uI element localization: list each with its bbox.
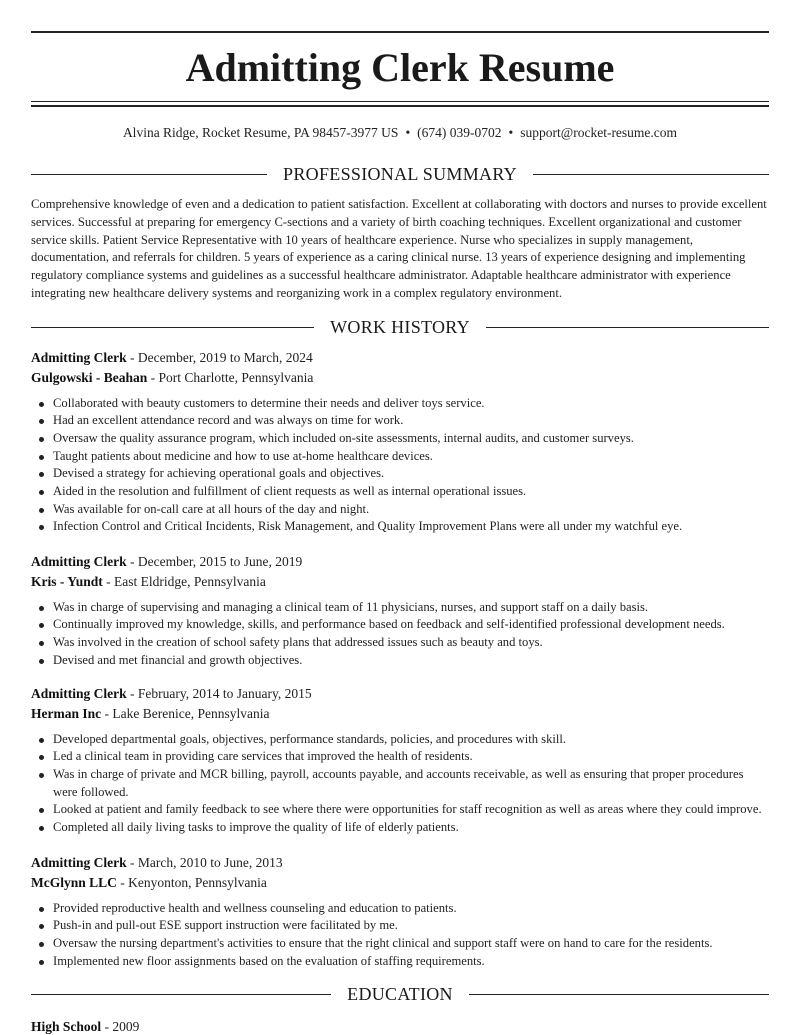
education-degree: High School (31, 1019, 102, 1034)
job-bullet: Led a clinical team in providing care services that improved the health of residents. (31, 748, 769, 766)
title-rule-lower (31, 105, 769, 107)
job-bullet: Had an excellent attendance record and was always on time for work. (31, 412, 769, 430)
job-entry (31, 684, 769, 837)
job-title: Admitting Clerk (31, 554, 127, 569)
page-title: Admitting Clerk Resume (185, 45, 615, 90)
section-title-work: WORK HISTORY (330, 317, 470, 337)
job-bullet: Provided reproductive health and wellness counseling and education to patients. (31, 900, 769, 918)
job-bullet: Devised and met financial and growth objectives. (31, 652, 769, 670)
job-bullet: Continually improved my knowledge, skills, and performance based on feedback and self-identified professional development needs. (31, 616, 769, 634)
job-location: - East Eldridge, Pennsylvania (102, 573, 266, 589)
contact-separator: • (508, 125, 514, 140)
job-bullet: Taught patients about medicine and how to use at-home healthcare devices. (31, 448, 769, 466)
job-bullet: Looked at patient and family feedback to see where there were opportunities for staff recognition as well as areas where they could improve. (31, 801, 769, 819)
job-company-line (31, 368, 769, 387)
job-bullet: Implemented new floor assignments based on the evaluation of staffing requirements. (31, 953, 769, 971)
job-dates: - December, 2015 to June, 2019 (126, 554, 303, 569)
job-title: Admitting Clerk (31, 686, 127, 701)
job-title: Admitting Clerk (31, 855, 127, 870)
section-title-summary: PROFESSIONAL SUMMARY (283, 164, 517, 184)
job-location: - Port Charlotte, Pennsylvania (147, 369, 314, 385)
job-bullet-list (31, 731, 769, 837)
job-bullet-list (31, 900, 769, 971)
top-rule (31, 31, 769, 33)
job-bullet: Oversaw the nursing department's activities to ensure that the right clinical and support staff were on hand to care for the residents. (31, 935, 769, 953)
job-title: Admitting Clerk (31, 350, 127, 365)
section-rule-right (486, 327, 769, 328)
job-company-line (31, 572, 769, 591)
section-rule-right (533, 174, 769, 175)
job-company-line (31, 704, 769, 723)
job-bullet-list (31, 395, 769, 537)
job-bullet: Developed departmental goals, objectives, performance standards, policies, and procedures with skill. (31, 731, 769, 749)
job-title-line (31, 853, 769, 872)
job-bullet: Was involved in the creation of school safety plans that addressed issues such as beauty and toys. (31, 634, 769, 652)
title-rule-upper (31, 101, 769, 102)
job-title-line (31, 552, 769, 571)
section-title-education: EDUCATION (347, 984, 453, 1004)
job-bullet: Was in charge of supervising and managing a clinical team of 11 physicians, nurses, and support staff on a daily basis. (31, 599, 769, 617)
job-bullet: Push-in and pull-out ESE support instruction were facilitated by me. (31, 917, 769, 935)
contact-phone: (674) 039-0702 (417, 125, 502, 140)
job-title-line (31, 348, 769, 367)
job-company: McGlynn LLC (31, 874, 117, 890)
job-bullet: Collaborated with beauty customers to determine their needs and deliver toys service. (31, 395, 769, 413)
job-company-line (31, 873, 769, 892)
section-rule-left (31, 994, 331, 995)
job-title-line (31, 684, 769, 703)
contact-separator: • (405, 125, 411, 140)
job-bullet: Completed all daily living tasks to improve the quality of life of elderly patients. (31, 819, 769, 837)
education-entry (31, 1017, 139, 1035)
job-entry (31, 348, 769, 536)
section-header-work (31, 315, 769, 339)
job-bullet-list (31, 599, 769, 670)
job-bullet: Aided in the resolution and fulfillment of client requests as well as internal operational issues. (31, 483, 769, 501)
section-rule-left (31, 327, 314, 328)
section-rule-left (31, 174, 267, 175)
job-bullet: Was available for on-call care at all hours of the day and night. (31, 501, 769, 519)
job-entry (31, 552, 769, 669)
section-rule-right (469, 994, 769, 995)
job-bullet: Infection Control and Critical Incidents, Risk Management, and Quality Improvement Plans were all under my watchful eye. (31, 518, 769, 536)
job-bullet: Devised a strategy for achieving operational goals and objectives. (31, 465, 769, 483)
contact-email: support@rocket-resume.com (520, 125, 678, 140)
section-header-education (31, 982, 769, 1006)
job-location: - Kenyonton, Pennsylvania (116, 874, 267, 890)
contact-address: Alvina Ridge, Rocket Resume, PA 98457-3977 US (122, 125, 399, 140)
job-location: - Lake Berenice, Pennsylvania (101, 705, 270, 721)
job-entry (31, 853, 769, 970)
education-year: - 2009 (101, 1019, 140, 1034)
job-company: Gulgowski - Beahan (31, 369, 148, 385)
job-dates: - February, 2014 to January, 2015 (126, 686, 312, 701)
job-company: Herman Inc (31, 705, 102, 721)
job-dates: - December, 2019 to March, 2024 (126, 350, 313, 365)
professional-summary-text: Comprehensive knowledge of even and a dedication to patient satisfaction. Excellent at collaborating with doctors and nurses to provide excellent services. Successful at preparing for emergency C-sections and a variety of birth coaching techniques. Excellent organizational and customer service skills. Patient Service Representative with 10 years of healthcare experience. Nurse who specializes in supply management, documentation, and referrals for children. 5 years of experience as a caring clinical nurse. 13 years of experience designing and implementing regulatory compliance systems and guidelines as a successful healthcare administrator. Adaptable healthcare administrator with experience integrating new healthcare delivery systems and reorganizing work in a complex regulatory environment. (31, 197, 767, 300)
job-bullet: Oversaw the quality assurance program, which included on-site assessments, internal audits, and customer surveys. (31, 430, 769, 448)
section-header-summary (31, 162, 769, 186)
contact-line (31, 124, 769, 142)
job-bullet: Was in charge of private and MCR billing, payroll, accounts payable, and accounts receivable, as well as ensuring that proper procedures were followed. (31, 766, 769, 801)
job-company: Kris - Yundt (31, 573, 103, 589)
job-dates: - March, 2010 to June, 2013 (126, 855, 283, 870)
